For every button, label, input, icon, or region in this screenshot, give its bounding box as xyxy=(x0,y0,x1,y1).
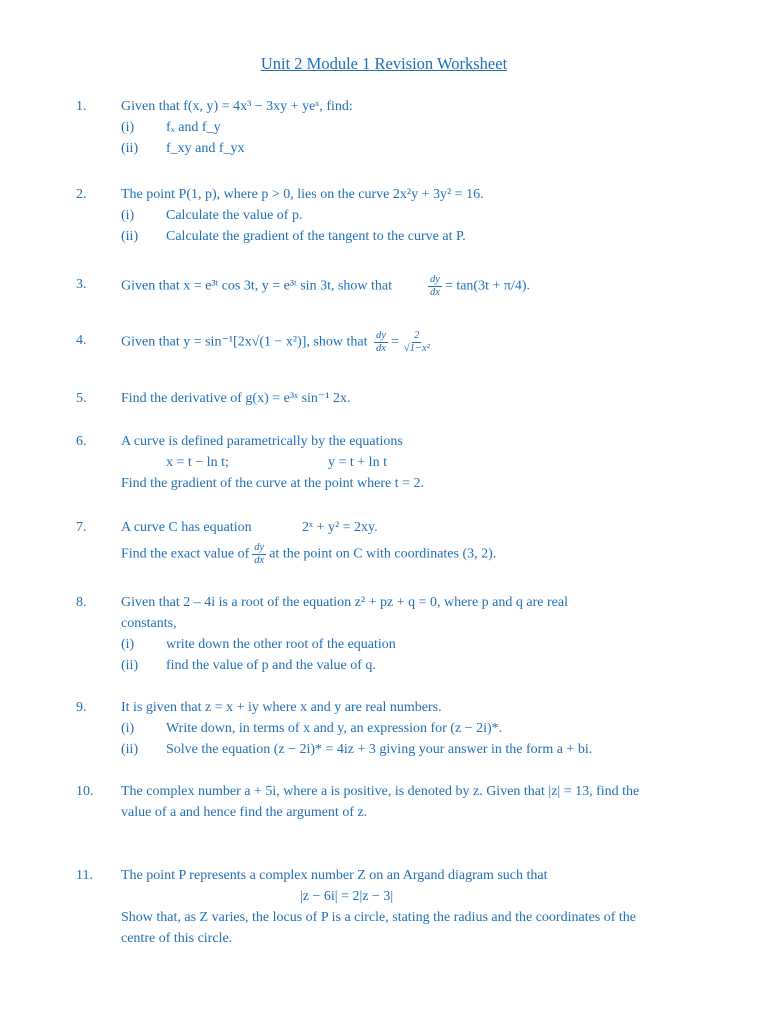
question-stem: Given that 2 – 4i is a root of the equation z² + pz + q = 0, where p and q are real xyxy=(121,595,568,610)
question-text: Find the gradient of the curve at the point where t = 2. xyxy=(121,476,424,491)
question-stem-cont: constants, xyxy=(121,616,177,631)
question-stem: Given that f(x, y) = 4x³ − 3xy + yeˣ, find: xyxy=(121,99,353,114)
worksheet-title: Unit 2 Module 1 Revision Worksheet xyxy=(260,54,508,73)
question-number: 6. xyxy=(76,434,87,449)
part-label: (ii) xyxy=(121,742,139,757)
parametric-x: x = t − ln t; xyxy=(166,455,229,470)
curve-equation: 2ˣ + y² = 2xy. xyxy=(302,520,378,535)
question-number: 5. xyxy=(76,391,87,406)
question-stem-cont: value of a and hence find the argument of z. xyxy=(121,805,368,820)
part-text: f_xy and f_yx xyxy=(166,141,245,156)
part-label: (i) xyxy=(121,721,135,736)
question-number: 8. xyxy=(76,595,87,610)
question-stem: It is given that z = x + iy where x and y are real numbers. xyxy=(121,700,442,715)
question-text-cont: centre of this circle. xyxy=(121,931,233,946)
part-label: (ii) xyxy=(121,229,139,244)
question-stem: A curve is defined parametrically by the equations xyxy=(121,434,403,449)
question-number: 4. xyxy=(76,333,87,348)
part-text: Solve the equation (z − 2i)* = 4iz + 3 giving your answer in the form a + bi. xyxy=(166,742,593,757)
question-text: Show that, as Z varies, the locus of P is a circle, stating the radius and the coordinates of the xyxy=(121,910,637,925)
question-number: 3. xyxy=(76,277,87,292)
question-text-end: at the point on C with coordinates (3, 2). xyxy=(269,546,497,562)
part-text: Calculate the gradient of the tangent to the curve at P. xyxy=(166,229,466,244)
question-number: 1. xyxy=(76,99,87,114)
parametric-y: y = t + ln t xyxy=(328,455,387,470)
part-text: Calculate the value of p. xyxy=(166,208,303,223)
question-number: 2. xyxy=(76,187,87,202)
part-label: (i) xyxy=(121,120,135,135)
question-stem: Given that x = e³ᵗ cos 3t, y = e³ᵗ sin 3t, show that xyxy=(121,278,393,294)
part-label: (i) xyxy=(121,208,135,223)
question-number: 9. xyxy=(76,700,87,715)
part-text: Write down, in terms of x and y, an expression for (z − 2i)*. xyxy=(166,721,503,736)
part-text: write down the other root of the equation xyxy=(166,637,396,652)
derivative-fraction: $\frac{dy}{dx}$ xyxy=(430,274,440,298)
question-stem: Find the derivative of g(x) = e³ˣ sin⁻¹ 2x. xyxy=(121,391,351,406)
part-text: fₓ and f_y xyxy=(166,120,221,135)
result-fraction: $\frac{2}{\text{√1−x²}}$ xyxy=(403,330,430,354)
derivative-fraction: $\frac{dy}{dx}$ xyxy=(376,330,386,354)
equation-rhs: = tan(3t + π/4). xyxy=(444,278,531,294)
part-label: (i) xyxy=(121,637,135,652)
question-number: 10. xyxy=(76,784,94,799)
question-stem: Given that y = sin⁻¹[2x√(1 − x²)], show that xyxy=(121,334,368,350)
question-stem: The point P(1, p), where p > 0, lies on the curve 2x²y + 3y² = 16. xyxy=(121,187,484,202)
part-text: find the value of p and the value of q. xyxy=(166,658,376,673)
question-stem: The complex number a + 5i, where a is positive, is denoted by z. Given that |z| = 13, find the xyxy=(121,784,640,799)
question-stem: A curve C has equation xyxy=(121,520,252,535)
derivative-fraction: $\frac{dy}{dx}$ xyxy=(254,542,265,566)
locus-equation: |z − 6i| = 2|z − 3| xyxy=(300,889,394,904)
question-number: 7. xyxy=(76,520,87,535)
part-label: (ii) xyxy=(121,658,139,673)
question-number: 11. xyxy=(76,868,93,883)
question-text: Find the exact value of xyxy=(121,546,250,562)
part-label: (ii) xyxy=(121,141,139,156)
question-stem: The point P represents a complex number Z on an Argand diagram such that xyxy=(121,868,548,883)
